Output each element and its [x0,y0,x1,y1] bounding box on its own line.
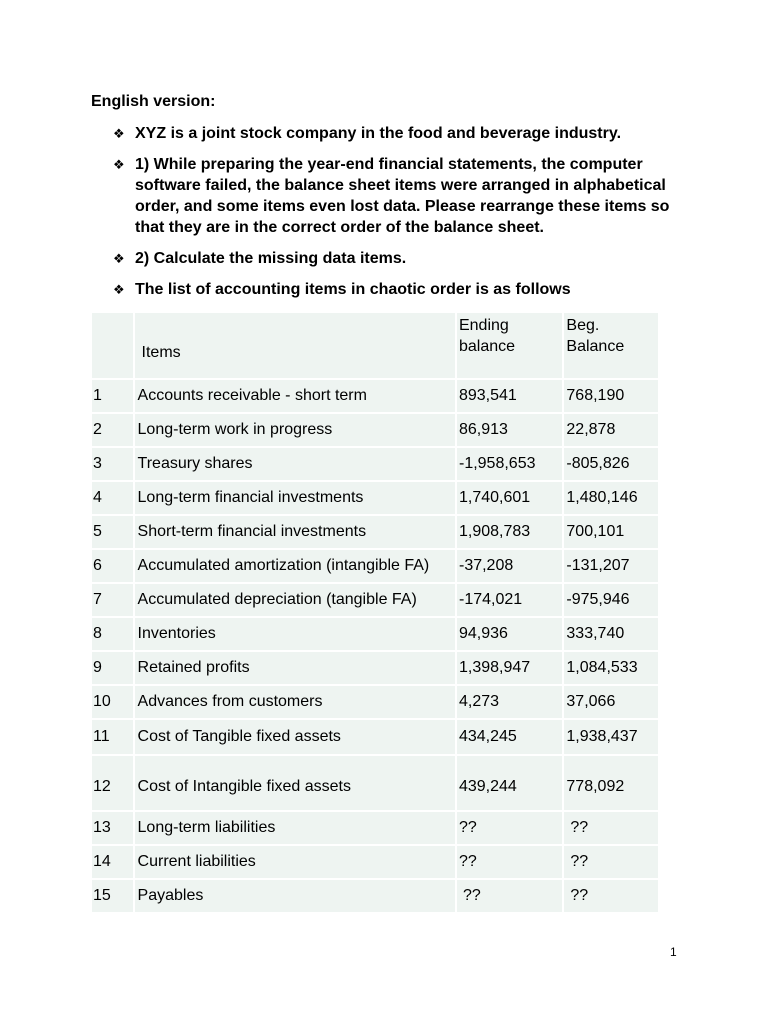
table-row [92,448,660,482]
row-item: Payables [135,880,457,914]
header-ending-line2: balance [458,338,516,355]
header-beg-line1: Beg. [566,317,600,334]
row-ending: ?? [457,880,564,914]
bullet-task-2 [113,248,683,269]
row-item: Treasury shares [135,448,457,482]
row-beg: 1,938,437 [564,720,660,756]
row-ending: 434,245 [457,720,564,756]
row-beg: 768,190 [564,380,660,414]
row-num: 9 [92,652,135,686]
row-ending: 439,244 [457,756,564,812]
row-ending: ?? [457,812,564,846]
section-heading: English version: [91,93,216,110]
table-row [92,756,660,812]
row-item: Cost of Tangible fixed assets [135,720,457,756]
diamond-bullet-icon: ❖ [113,157,125,172]
bullet-task-1 [113,154,683,238]
row-num: 14 [92,846,135,880]
header-beg-line2: Balance [566,338,625,355]
row-num: 15 [92,880,135,914]
header-num [92,313,135,380]
row-ending: 1,740,601 [457,482,564,516]
row-ending: -174,021 [457,584,564,618]
diamond-bullet-icon: ❖ [113,251,125,266]
header-ending-line1: Ending [458,317,509,334]
row-ending: 1,908,783 [457,516,564,550]
row-beg: 700,101 [564,516,660,550]
row-num: 5 [92,516,135,550]
row-beg: 1,480,146 [564,482,660,516]
row-num: 6 [92,550,135,584]
row-ending: 893,541 [457,380,564,414]
table-row [92,482,660,516]
header-ending-balance [457,313,564,380]
row-ending: 1,398,947 [457,652,564,686]
bullet-company [113,123,683,144]
accounting-items-table-wrapper [92,313,660,914]
row-beg: ?? [564,880,660,914]
table-row [92,880,660,914]
row-num: 7 [92,584,135,618]
row-ending: 86,913 [457,414,564,448]
row-beg: -131,207 [564,550,660,584]
diamond-bullet-icon: ❖ [113,282,125,297]
row-ending: -37,208 [457,550,564,584]
row-item: Advances from customers [135,686,457,720]
table-row [92,686,660,720]
table-row [92,550,660,584]
accounting-items-table [92,313,660,914]
row-item: Accumulated depreciation (tangible FA) [135,584,457,618]
bullet-text: XYZ is a joint stock company in the food and beverage industry. [135,125,622,142]
table-row [92,516,660,550]
table-row [92,414,660,448]
row-item: Accumulated amortization (intangible FA) [135,550,457,584]
table-row [92,584,660,618]
row-item: Long-term liabilities [135,812,457,846]
table-row [92,846,660,880]
row-ending: -1,958,653 [457,448,564,482]
row-item: Current liabilities [135,846,457,880]
row-item: Retained profits [135,652,457,686]
row-beg: ?? [564,846,660,880]
bullet-list [113,123,683,310]
row-beg: -805,826 [564,448,660,482]
row-num: 1 [92,380,135,414]
row-item: Inventories [135,618,457,652]
row-item: Cost of Intangible fixed assets [135,756,457,812]
bullet-text: 2) Calculate the missing data items. [135,250,407,267]
row-beg: 1,084,533 [564,652,660,686]
row-item: Accounts receivable - short term [135,380,457,414]
row-item: Short-term financial investments [135,516,457,550]
table-row [92,812,660,846]
row-beg: -975,946 [564,584,660,618]
row-num: 4 [92,482,135,516]
diamond-bullet-icon: ❖ [113,126,125,141]
header-beg-balance [564,313,660,380]
row-num: 8 [92,618,135,652]
row-item: Long-term work in progress [135,414,457,448]
table-row [92,652,660,686]
table-header-row [92,313,660,380]
row-beg: ?? [564,812,660,846]
page-number: 1 [670,945,677,959]
header-items: Items [135,313,457,380]
row-num: 13 [92,812,135,846]
row-ending: 94,936 [457,618,564,652]
row-num: 3 [92,448,135,482]
bullet-list-intro [113,279,683,300]
row-num: 12 [92,756,135,812]
bullet-text: 1) While preparing the year-end financial statements, the computer software failed, the balance sheet items were arranged in alphabetical order, and some items even lost data. Please rearrange these items so that they are in the correct order of the balance sheet. [135,156,670,236]
table-row [92,720,660,756]
row-beg: 22,878 [564,414,660,448]
row-num: 11 [92,720,135,756]
row-num: 10 [92,686,135,720]
row-beg: 778,092 [564,756,660,812]
row-item: Long-term financial investments [135,482,457,516]
row-beg: 37,066 [564,686,660,720]
row-ending: 4,273 [457,686,564,720]
row-beg: 333,740 [564,618,660,652]
table-row [92,618,660,652]
bullet-text: The list of accounting items in chaotic order is as follows [135,281,571,298]
row-ending: ?? [457,846,564,880]
table-row [92,380,660,414]
row-num: 2 [92,414,135,448]
